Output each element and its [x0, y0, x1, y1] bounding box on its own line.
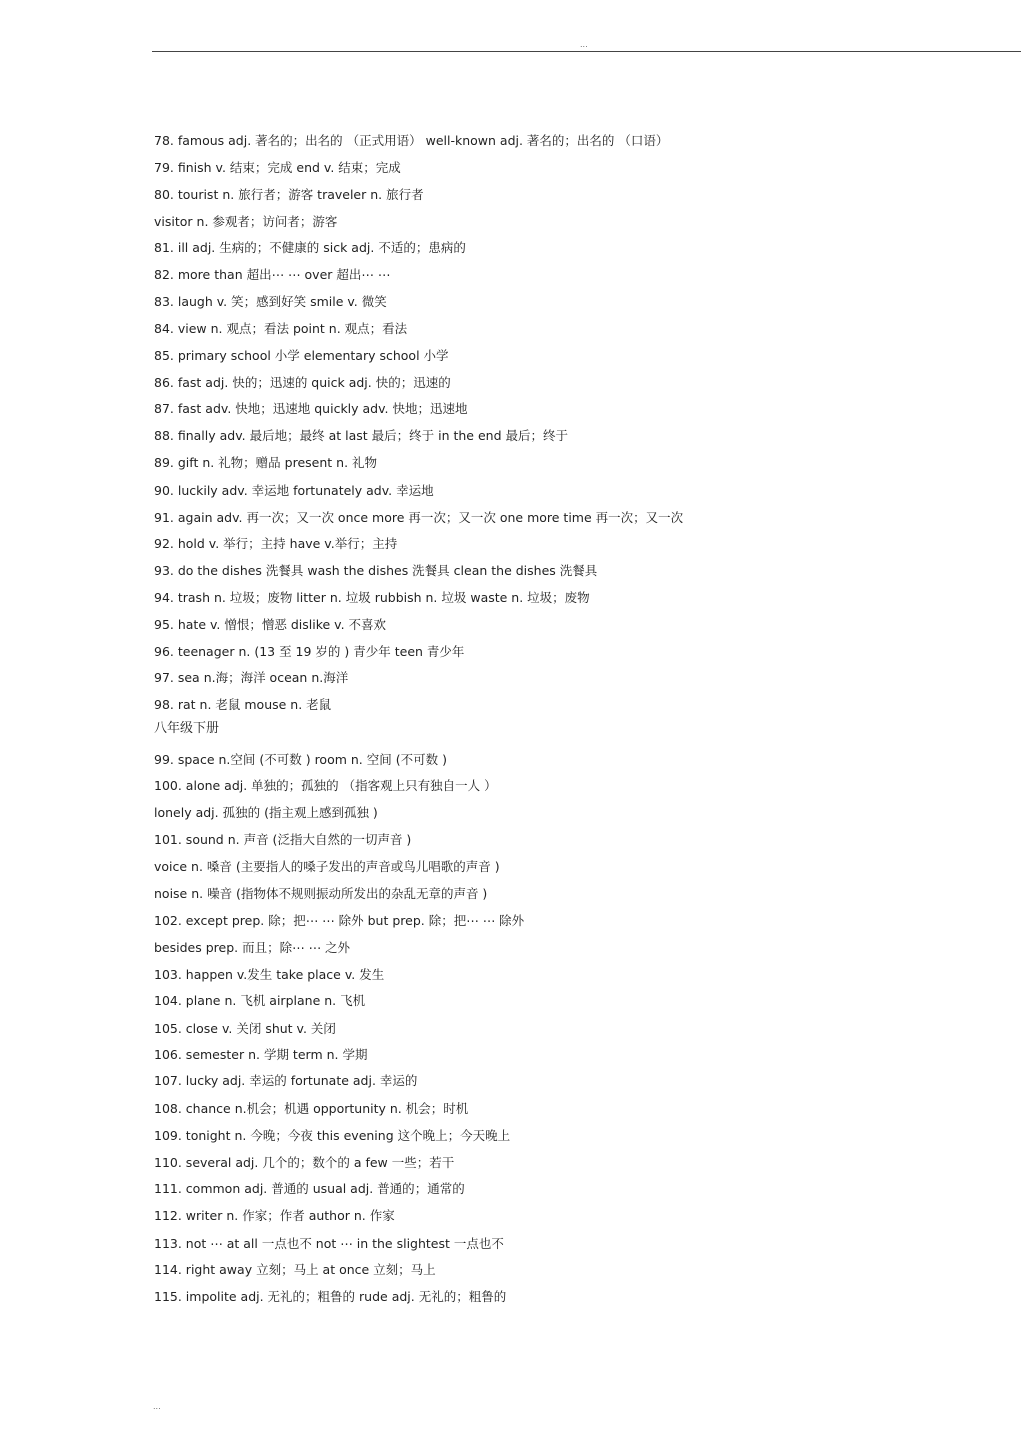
entry-line: 95. hate v. 憎恨；憎恶 dislike v. 不喜欢 [154, 617, 387, 632]
entry-line: besides prep. 而且；除⋯ ⋯ 之外 [154, 940, 351, 955]
entry-line: 87. fast adv. 快地；迅速地 quickly adv. 快地；迅速地 [154, 401, 468, 416]
entry-line: 103. happen v.发生 take place v. 发生 [154, 967, 385, 982]
entry-line: 106. semester n. 学期 term n. 学期 [154, 1047, 368, 1062]
header-rule [152, 51, 1021, 52]
entry-line: 80. tourist n. 旅行者；游客 traveler n. 旅行者 [154, 187, 424, 202]
entry-line: 105. close v. 关闭 shut v. 关闭 [154, 1021, 336, 1036]
entry-line: 81. ill adj. 生病的；不健康的 sick adj. 不适的；患病的 [154, 240, 466, 255]
entry-line: 90. luckily adv. 幸运地 fortunately adv. 幸运地 [154, 483, 434, 498]
entry-line: 108. chance n.机会；机遇 opportunity n. 机会；时机 [154, 1101, 469, 1116]
entry-line: 110. several adj. 几个的；数个的 a few 一些；若干 [154, 1155, 455, 1170]
entry-line: 89. gift n. 礼物；赠品 present n. 礼物 [154, 455, 378, 470]
entry-line: 94. trash n. 垃圾；废物 litter n. 垃圾 rubbish n. 垃圾 waste n. 垃圾；废物 [154, 590, 590, 605]
entry-line: noise n. 噪音 (指物体不规则振动所发出的杂乱无章的声音 ) [154, 886, 488, 901]
entry-line: 99. space n.空间 (不可数 ) room n. 空间 (不可数 ) [154, 752, 447, 767]
entry-line: 85. primary school 小学 elementary school 小学 [154, 348, 449, 363]
entry-line: 82. more than 超出⋯ ⋯ over 超出⋯ ⋯ [154, 267, 391, 282]
entry-line: 78. famous adj. 著名的；出名的 （正式用语） well-known adj. 著名的；出名的 （口语） [154, 133, 669, 148]
entry-line: 83. laugh v. 笑；感到好笑 smile v. 微笑 [154, 294, 387, 309]
entry-line: 102. except prep. 除；把⋯ ⋯ 除外 but prep. 除；把⋯ ⋯ 除外 [154, 913, 525, 928]
entry-line: 98. rat n. 老鼠 mouse n. 老鼠 [154, 697, 332, 712]
entry-line: 91. again adv. 再一次；又一次 once more 再一次；又一次 one more time 再一次；又一次 [154, 510, 684, 525]
entry-line: voice n. 嗓音 (主要指人的嗓子发出的声音或鸟儿唱歌的声音 ) [154, 859, 500, 874]
entry-line: 109. tonight n. 今晚；今夜 this evening 这个晚上；今天晚上 [154, 1128, 511, 1143]
entry-line: 104. plane n. 飞机 airplane n. 飞机 [154, 993, 366, 1008]
entry-line: 113. not ⋯ at all 一点也不 not ⋯ in the slightest 一点也不 [154, 1236, 504, 1251]
entry-line: 101. sound n. 声音 (泛指大自然的一切声音 ) [154, 832, 412, 847]
entry-line: 88. finally adv. 最后地；最终 at last 最后；终于 in the end 最后；终于 [154, 428, 568, 443]
entry-line: 84. view n. 观点；看法 point n. 观点；看法 [154, 321, 408, 336]
entry-line: 112. writer n. 作家；作者 author n. 作家 [154, 1208, 395, 1223]
entry-line: lonely adj. 孤独的 (指主观上感到孤独 ) [154, 805, 378, 820]
entry-line: visitor n. 参观者；访问者；游客 [154, 214, 338, 229]
header-marker: ... [580, 40, 588, 49]
entry-line: 114. right away 立刻；马上 at once 立刻；马上 [154, 1262, 436, 1277]
section-heading: 八年级下册 [154, 721, 220, 736]
entry-line: 97. sea n.海；海洋 ocean n.海洋 [154, 670, 349, 685]
footer-marker: ... [153, 1402, 161, 1411]
entry-line: 93. do the dishes 洗餐具 wash the dishes 洗餐具 clean the dishes 洗餐具 [154, 563, 598, 578]
entry-line: 96. teenager n. (13 至 19 岁的 ) 青少年 teen 青少年 [154, 644, 465, 659]
entry-line: 111. common adj. 普通的 usual adj. 普通的；通常的 [154, 1181, 465, 1196]
entry-line: 107. lucky adj. 幸运的 fortunate adj. 幸运的 [154, 1073, 418, 1088]
entry-line: 79. finish v. 结束；完成 end v. 结束；完成 [154, 160, 401, 175]
entry-line: 100. alone adj. 单独的；孤独的 （指客观上只有独自一人 ） [154, 778, 497, 793]
entry-line: 92. hold v. 举行；主持 have v.举行；主持 [154, 536, 398, 551]
entry-line: 115. impolite adj. 无礼的；粗鲁的 rude adj. 无礼的；粗鲁的 [154, 1289, 507, 1304]
entry-line: 86. fast adj. 快的；迅速的 quick adj. 快的；迅速的 [154, 375, 451, 390]
